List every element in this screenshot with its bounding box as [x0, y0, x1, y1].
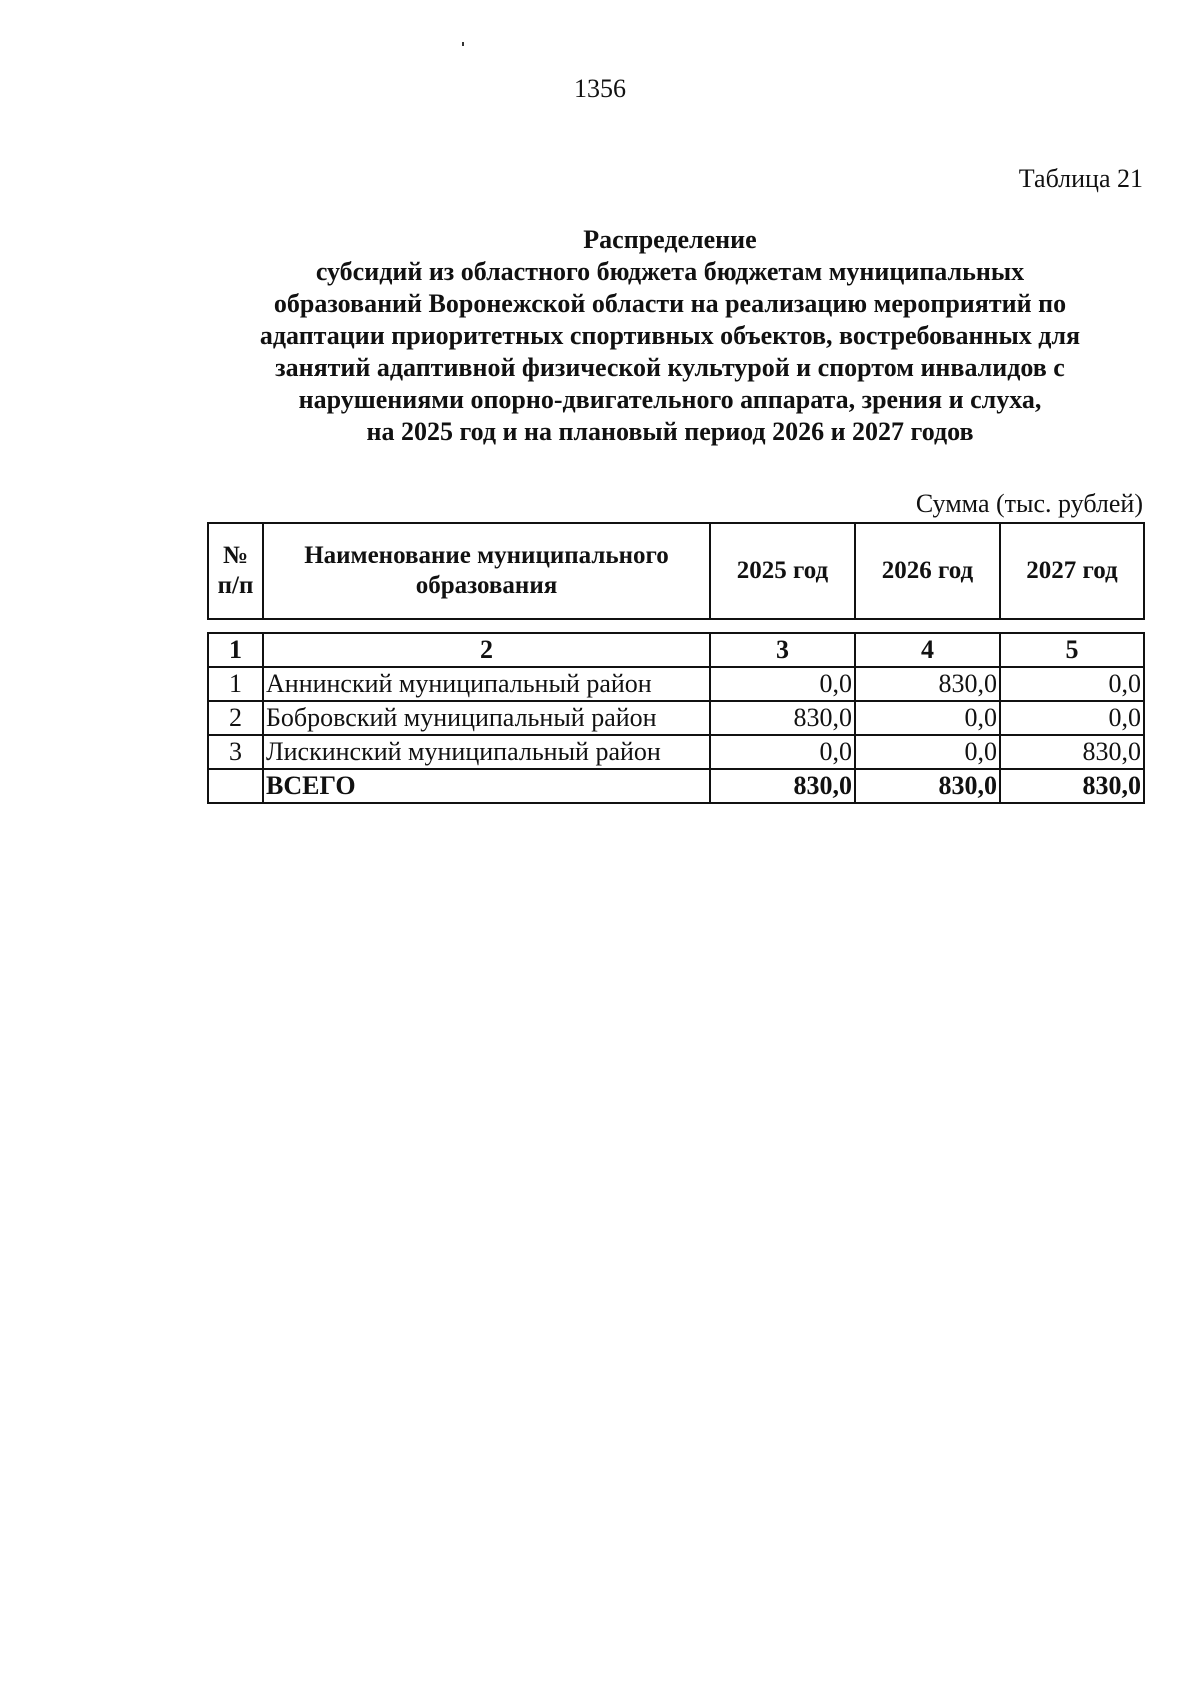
- table-header: [207, 522, 1145, 620]
- column-number: 3: [710, 633, 855, 667]
- title-line: нарушениями опорно-двигательного аппарата, зрения и слуха,: [298, 385, 1042, 414]
- column-number: 4: [855, 633, 1000, 667]
- title-line: адаптации приоритетных спортивных объектов, востребованных для: [259, 321, 1081, 350]
- total-2025: 830,0: [710, 769, 855, 803]
- amount-2025: 0,0: [710, 667, 855, 701]
- title-line: субсидий из областного бюджета бюджетам муниципальных: [315, 257, 1025, 286]
- column-number: 1: [208, 633, 263, 667]
- page-number: 1356: [574, 74, 626, 103]
- amount-2025: 830,0: [710, 701, 855, 735]
- amount-2027: 0,0: [1000, 667, 1144, 701]
- amount-2026: 0,0: [855, 735, 1000, 769]
- column-number: 2: [263, 633, 710, 667]
- header-row: [208, 523, 1144, 619]
- units-label: Сумма (тыс. рублей): [915, 489, 1143, 518]
- data-table: [207, 632, 1145, 804]
- amount-2026: 830,0: [855, 667, 1000, 701]
- header-num: № п/п: [208, 523, 263, 619]
- table-number: Таблица 21: [1018, 164, 1143, 193]
- amount-2027: 0,0: [1000, 701, 1144, 735]
- amount-2027: 830,0: [1000, 735, 1144, 769]
- municipality-name: Лискинский муниципальный район: [263, 735, 710, 769]
- header-name: Наименование муниципального образования: [263, 523, 710, 619]
- row-number: 2: [208, 701, 263, 735]
- header-2027: 2027 год: [1000, 523, 1144, 619]
- row-number: 1: [208, 667, 263, 701]
- header-2025: 2025 год: [710, 523, 855, 619]
- total-row: [208, 769, 1144, 803]
- municipality-name: Аннинский муниципальный район: [263, 667, 710, 701]
- title-line: Распределение: [583, 225, 757, 254]
- scan-speck: [462, 42, 464, 46]
- total-number: [208, 769, 263, 803]
- header-2026: 2026 год: [855, 523, 1000, 619]
- table-row: [208, 735, 1144, 769]
- title-line: занятий адаптивной физической культурой и спортом инвалидов с: [275, 353, 1065, 382]
- column-number-row: [208, 633, 1144, 667]
- title-line: образований Воронежской области на реализацию мероприятий по: [273, 289, 1067, 318]
- amount-2026: 0,0: [855, 701, 1000, 735]
- table-row: [208, 667, 1144, 701]
- total-label: ВСЕГО: [263, 769, 710, 803]
- table-row: [208, 701, 1144, 735]
- total-2026: 830,0: [855, 769, 1000, 803]
- row-number: 3: [208, 735, 263, 769]
- document-title: [200, 224, 1140, 448]
- total-2027: 830,0: [1000, 769, 1144, 803]
- municipality-name: Бобровский муниципальный район: [263, 701, 710, 735]
- amount-2025: 0,0: [710, 735, 855, 769]
- column-number: 5: [1000, 633, 1144, 667]
- title-line: на 2025 год и на плановый период 2026 и 2027 годов: [366, 417, 974, 446]
